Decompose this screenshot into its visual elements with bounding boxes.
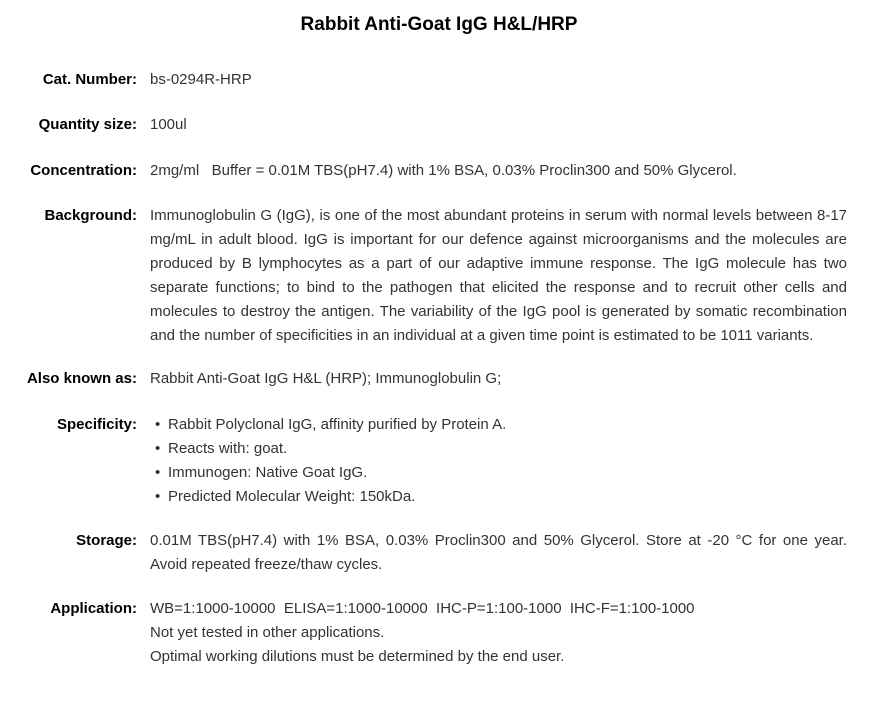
page-title: Rabbit Anti-Goat IgG H&L/HRP: [300, 14, 578, 35]
storage-label: Storage:: [76, 532, 137, 549]
specificity-bullet-item: [150, 461, 847, 485]
quantity-size-value: 100ul: [150, 116, 187, 133]
field-row-cat-number: [0, 68, 878, 92]
background-value: Immunoglobulin G (IgG), is one of the most abundant proteins in serum with normal levels between 8-17 mg/mL in adult blood. IgG is important for our defence against microorganisms and the molecules are produced by B lymphocytes as a part of our adaptive immune response. The IgG molecule has two separate functions; to bind to the pathogen that elicited the response and to recruit other cells and molecules to destroy the antigen. The variability of the IgG pool is generated by somatic recombination and the number of specificities in an individual at a given time point is estimated to be 1011 variants.: [150, 207, 847, 344]
field-row-background: [0, 204, 878, 348]
also-known-as-value: Rabbit Anti-Goat IgG H&L (HRP); Immunoglobulin G;: [150, 370, 502, 387]
application-label: Application:: [50, 600, 137, 617]
field-row-application: [0, 597, 878, 669]
specificity-bullet-list: [150, 413, 847, 509]
also-known-as-label: Also known as:: [26, 370, 137, 387]
quantity-size-label: Quantity size:: [38, 116, 137, 133]
storage-value: 0.01M TBS(pH7.4) with 1% BSA, 0.03% Proclin300 and 50% Glycerol. Store at -20 °C for one year. Avoid repeated freeze/thaw cycles.: [150, 532, 847, 573]
concentration-value: 2mg/ml Buffer = 0.01M TBS(pH7.4) with 1% BSA, 0.03% Proclin300 and 50% Glycerol.: [150, 162, 737, 179]
application-disclaimer-line: Optimal working dilutions must be determined by the end user.: [150, 648, 565, 665]
application-value: [150, 597, 847, 669]
field-row-storage: [0, 529, 878, 577]
field-row-specificity: [0, 413, 878, 509]
specificity-bullet-item: [150, 485, 847, 509]
field-row-concentration: [0, 159, 878, 183]
bullet-icon: •: [155, 440, 161, 457]
cat-number-value: bs-0294R-HRP: [150, 71, 252, 88]
bullet-icon: •: [155, 488, 161, 505]
specificity-bullet-text: Reacts with: goat.: [168, 440, 288, 457]
specificity-bullet-text: Rabbit Polyclonal IgG, affinity purified by Protein A.: [168, 416, 507, 433]
background-label: Background:: [44, 207, 137, 224]
field-row-quantity-size: [0, 113, 878, 137]
specificity-bullet-text: Immunogen: Native Goat IgG.: [168, 464, 368, 481]
cat-number-label: Cat. Number:: [42, 71, 137, 88]
application-dilutions-line: WB=1:1000-10000 ELISA=1:1000-10000 IHC-P=1:100-1000 IHC-F=1:100-1000: [150, 600, 695, 617]
specificity-bullet-text: Predicted Molecular Weight: 150kDa.: [168, 488, 416, 505]
specificity-label: Specificity:: [56, 416, 137, 433]
specificity-bullet-item: [150, 437, 847, 461]
bullet-icon: •: [155, 416, 161, 433]
application-note-line: Not yet tested in other applications.: [150, 624, 385, 641]
specificity-bullet-item: [150, 413, 847, 437]
concentration-label: Concentration:: [30, 162, 137, 179]
bullet-icon: •: [155, 464, 161, 481]
field-row-also-known-as: [0, 367, 878, 391]
